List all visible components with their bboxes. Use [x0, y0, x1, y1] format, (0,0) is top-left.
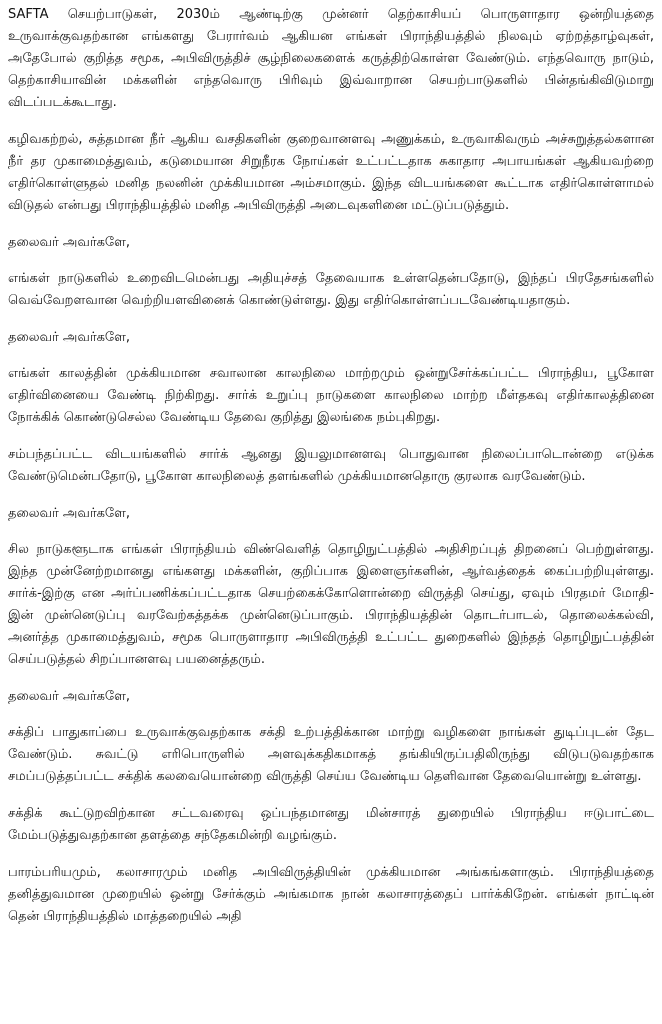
- paragraph-sanitation: கழிவகற்றல், சுத்தமான நீர் ஆகிய வசதிகளின் குறைவானளவு அணுக்கம், உருவாகிவரும் அச்சுறுத்தல்களான நீர் தர முகாமைத்துவம், கடுமையான சிறுநீரக நோய்கள் உட்பட்டதாக சுகாதார அபாயங்கள் ஆகியவற்றை எதிர்கொள்ளுதல் மனித நலனின் முக்கியமான அம்சமாகும். இந்த விடயங்களை கூட்டாக எதிர்கொள்ளாமல் விடுதல் என்பது பிராந்தியத்தில் மனித அபிவிருத்தி அடைவுகளினை மட்டுப்படுத்தும்.: [8, 132, 654, 213]
- paragraph-energy-security: சக்திப் பாதுகாப்பை உருவாக்குவதற்காக சக்தி உற்பத்திக்கான மாற்று வழிகளை நாங்கள் துடிப்புடன் தேட வேண்டும். சுவட்டு எரிபொருளில் அளவுக்கதிகமாகத் தங்கியிருப்பதிலிருந்து விடுபடுவதற்காக சமப்படுத்தப்பட்ட சக்திக் கலவையொன்றை விருத்தி செய்ய வேண்டிய தெளிவான தேவையொன்று உள்ளது.: [8, 725, 654, 784]
- salutation: தலைவர் அவர்களே,: [8, 506, 131, 521]
- paragraph-heritage-culture: பாரம்பரியமும், கலாசாரமும் மனித அபிவிருத்தியின் முக்கியமான அங்கங்களாகும். பிராந்தியத்தை தனித்துவமான முறையில் ஒன்று சேர்க்கும் அங்கமாக நான் கலாசாரத்தைப் பார்க்கிறேன். எங்கள் நாட்டின் தென் பிராந்தியத்தில் மாத்தறையில் அதி: [8, 865, 654, 924]
- paragraph-energy-cooperation: சக்திக் கூட்டுறவிற்கான சட்டவரைவு ஒப்பந்தமானது மின்சாரத் துறையில் பிராந்திய ஈடுபாட்டை மேம்படுத்துவதற்கான தளத்தை சந்தேகமின்றி வழங்கும்.: [8, 806, 654, 843]
- paragraph-climate-change: எங்கள் காலத்தின் முக்கியமான சவாலான காலநிலை மாற்றமும் ஒன்றுசேர்க்கப்பட்ட பிராந்திய, பூகோள எதிர்வினையை வேண்டி நிற்கிறது. சார்க் உறுப்பு நாடுகளை காலநிலை மாற்ற மீள்தகவு எதிர்காலத்தினை நோக்கிக் கொண்டுசெல்ல வேண்டிய தேவை குறித்து இலங்கை நம்புகிறது.: [8, 366, 654, 425]
- paragraph-space-technology: சில நாடுகளூடாக எங்கள் பிராந்தியம் விண்வெளித் தொழிநுட்பத்தில் அதிசிறப்புத் திறனைப் பெற்றுள்ளது. இந்த முன்னேற்றமானது எங்களது மக்களின், குறிப்பாக இளைஞர்களின், ஆர்வத்தைக் கைப்பற்றியுள்ளது. சார்க்-இற்கு என அர்ப்பணிக்கப்பட்டதாக செயற்கைக்கோளொன்றை விருத்தி செய்து, ஏவும் பிரதமர் மோதி-இன் முன்னெடுப்பு வரவேற்கத்தக்க முன்னெடுப்பாகும். பிராந்தியத்தின் தொடர்பாடல், தொலைக்கல்வி, அனர்த்த முகாமைத்துவம், சமூக பொருளாதார அபிவிருத்தி உட்பட்ட துறைகளில் இந்தத் தொழிநுட்பத்தின் செய்படுத்தல் சிறப்பானளவு பயனைத்தரும்.: [8, 542, 654, 667]
- paragraph-safta: SAFTA செயற்பாடுகள், 2030ம் ஆண்டிற்கு முன்னர் தெற்காசியப் பொருளாதார ஒன்றியத்தை உருவாக்குவதற்கான எங்களது பேரார்வம் ஆகியன எங்கள் பிராந்தியத்தில் நிலவும் ஏற்றத்தாழ்வுகள், அதேபோல் குறித்த சமூக, அபிவிருத்திச் சூழ்நிலைகளைக் கருத்திற்கொள்ள வேண்டும். எந்தவொரு நாடும், தெற்காசியாவின் மக்களின் எந்தவொரு பிரிவும் இவ்வாறான செயற்பாடுகளில் பின்தங்கிவிடுமாறு விடப்படக்கூடாது.: [8, 7, 654, 110]
- salutation: தலைவர் அவர்களே,: [8, 235, 131, 250]
- salutation: தலைவர் அவர்களே,: [8, 330, 131, 345]
- paragraph-common-position: சம்பந்தப்பட்ட விடயங்களில் சார்க் ஆனது இயலுமானளவு பொதுவான நிலைப்பாடொன்றை எடுக்க வேண்டுமென்பதோடு, பூகோள காலநிலைத் தளங்களில் முக்கியமானதொரு குரலாக வரவேண்டும்.: [8, 447, 654, 484]
- paragraph-housing: எங்கள் நாடுகளில் உறைவிடமென்பது அதியுச்சத் தேவையாக உள்ளதென்பதோடு, இந்தப் பிரதேசங்களில் வெவ்வேறளவான வெற்றியளவினைக் கொண்டுள்ளது. இது எதிர்கொள்ளப்படவேண்டியதாகும்.: [8, 271, 654, 308]
- salutation: தலைவர் அவர்களே,: [8, 689, 131, 704]
